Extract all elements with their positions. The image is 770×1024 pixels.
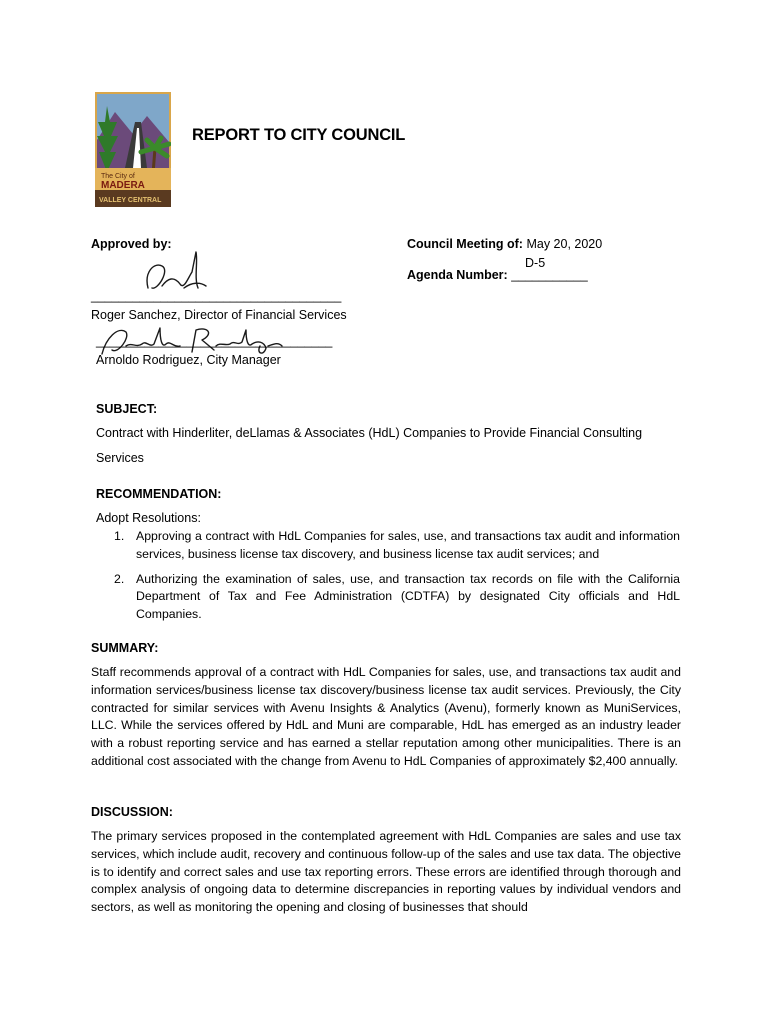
discussion-heading: DISCUSSION: bbox=[91, 805, 173, 819]
signer-name-1: Roger Sanchez, Director of Financial Services bbox=[91, 308, 347, 322]
recommendation-item-1 bbox=[114, 528, 680, 564]
council-meeting-date: May 20, 2020 bbox=[526, 237, 603, 251]
recommendation-list bbox=[114, 528, 680, 624]
recommendation-item-2 bbox=[114, 571, 680, 624]
agenda-number-blank: ___________ bbox=[511, 268, 588, 282]
recommendation-heading: RECOMMENDATION: bbox=[96, 487, 222, 501]
signature-line-2: __________________________________ bbox=[96, 334, 333, 348]
subject-line-2: Services bbox=[96, 451, 144, 465]
agenda-number bbox=[407, 268, 588, 282]
recommendation-item-text: Approving a contract with HdL Companies for sales, use, and transactions tax audit and information services, business license tax discovery, and business license tax audit services; and bbox=[136, 529, 680, 561]
summary-text: Staff recommends approval of a contract with HdL Companies for sales, use, and transactions tax audit and information services/business license tax discovery/business license tax audit services. Previously, the City contracted for similar services with Avenu Insights & Analytics (Avenu), formerly known as MuniServices, LLC. While the services offered by HdL and Muni are comparable, HdL has emerged as an industry leader with a robust reporting service and has earned a stellar reputation among other municipalities. There is an additional cost associated with the change from Avenu to HdL Companies of approximately $2,400 annually. bbox=[91, 665, 681, 768]
logo-line2: MADERA bbox=[101, 180, 145, 191]
recommendation-item-number: 1. bbox=[114, 529, 125, 543]
approved-by-label: Approved by: bbox=[91, 237, 172, 251]
subject-heading: SUBJECT: bbox=[96, 402, 158, 416]
council-meeting-label: Council Meeting of: bbox=[407, 237, 523, 251]
agenda-number-value: D-5 bbox=[525, 256, 546, 270]
council-meeting bbox=[407, 237, 602, 251]
agenda-number-label: Agenda Number: bbox=[407, 268, 508, 282]
summary-heading: SUMMARY: bbox=[91, 641, 159, 655]
recommendation-item-number: 2. bbox=[114, 571, 125, 586]
signature-line-1: ____________________________________ bbox=[91, 289, 342, 303]
logo-line1: The City of bbox=[101, 173, 135, 180]
subject-line-1: Contract with Hinderliter, deLlamas & Associates (HdL) Companies to Provide Financial Consulting bbox=[96, 426, 643, 440]
discussion-text: The primary services proposed in the contemplated agreement with HdL Companies are sales and use tax services, which include audit, recovery and continuous follow-up of the sales and use tax data. The objective is to identify and correct sales and use tax reporting errors. These errors are identified through thorough and complex analysis of ongoing data to determine discrepancies in reporting values by individual vendors and sectors, as well as monitoring the opening and closing of businesses that should bbox=[91, 829, 681, 915]
report-title: REPORT TO CITY COUNCIL bbox=[192, 126, 406, 144]
recommendation-intro: Adopt Resolutions: bbox=[96, 511, 201, 525]
city-logo bbox=[95, 92, 171, 207]
logo-line3: VALLEY CENTRAL bbox=[99, 197, 162, 204]
recommendation-item-text: Authorizing the examination of sales, use, and transaction tax records on file with the California Department of Tax and Fee Administration (CDTFA) by designated City officials and HdL Companies. bbox=[136, 571, 680, 622]
signer-name-2: Arnoldo Rodriguez, City Manager bbox=[96, 353, 281, 367]
